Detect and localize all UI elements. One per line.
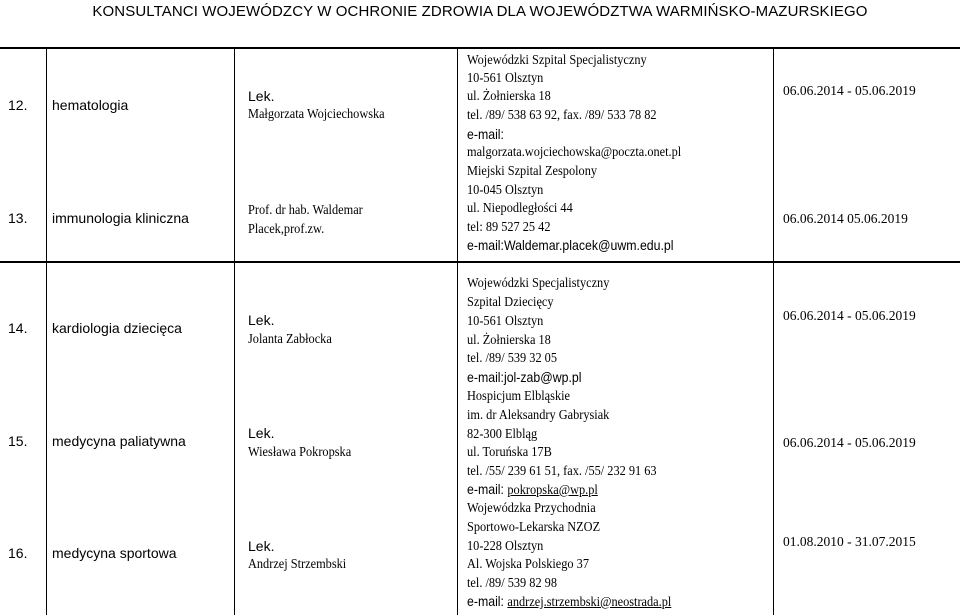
doctor-name: Andrzej Strzembski bbox=[248, 557, 347, 572]
term-dates: 06.06.2014 - 05.06.2019 bbox=[783, 83, 916, 98]
address-line: 10-561 Olsztyn bbox=[467, 314, 544, 329]
row-number: 13. bbox=[8, 210, 28, 226]
column-divider bbox=[457, 48, 458, 615]
address-line: ul. Żołnierska 18 bbox=[467, 89, 551, 104]
address-line: 10-228 Olsztyn bbox=[467, 539, 544, 554]
address-line: Hospicjum Elbląskie bbox=[467, 389, 571, 404]
email-link[interactable]: malgorzata.wojciechowska@poczta.onet.pl bbox=[467, 145, 682, 160]
address-line: e-mail:Waldemar.placek@uwm.edu.pl bbox=[467, 237, 674, 253]
specialty: medycyna sportowa bbox=[52, 545, 177, 561]
doctor-title: Lek. bbox=[248, 88, 275, 104]
row-divider bbox=[0, 261, 960, 263]
email-link[interactable]: andrzej.strzembski@neostrada.pl bbox=[507, 595, 672, 610]
address-line: Szpital Dziecięcy bbox=[467, 295, 554, 310]
doctor-name: Jolanta Zabłocka bbox=[248, 332, 332, 347]
address-line: Wojewódzki Szpital Specjalistyczny bbox=[467, 53, 647, 68]
doctor-title: Prof. dr hab. Waldemar bbox=[248, 203, 363, 218]
row-number: 14. bbox=[8, 320, 28, 336]
address-line: Miejski Szpital Zespolony bbox=[467, 164, 598, 179]
column-divider bbox=[773, 48, 774, 615]
term-dates: 06.06.2014 - 05.06.2019 bbox=[783, 308, 916, 323]
row-number: 12. bbox=[8, 97, 28, 113]
address-line: Wojewódzki Specjalistyczny bbox=[467, 276, 610, 291]
address-line: tel. /89/ 539 82 98 bbox=[467, 576, 558, 591]
doctor-title: Lek. bbox=[248, 538, 275, 554]
term-dates: 01.08.2010 - 31.07.2015 bbox=[783, 534, 916, 549]
term-dates: 06.06.2014 05.06.2019 bbox=[783, 211, 908, 226]
row-number: 16. bbox=[8, 545, 28, 561]
doctor-title: Lek. bbox=[248, 312, 275, 328]
email-link[interactable]: pokropska@wp.pl bbox=[507, 483, 598, 498]
address-line: tel. /89/ 538 63 92, fax. /89/ 533 78 82 bbox=[467, 108, 657, 123]
address-line: ul. Żołnierska 18 bbox=[467, 333, 551, 348]
address-line: ul. Niepodległości 44 bbox=[467, 201, 573, 216]
column-divider bbox=[234, 48, 235, 615]
address-line: e-mail: bbox=[467, 126, 504, 142]
doctor-name: Wiesława Pokropska bbox=[248, 445, 352, 460]
doctor-title: Lek. bbox=[248, 425, 275, 441]
specialty: immunologia kliniczna bbox=[52, 210, 189, 226]
address-line: Sportowo-Lekarska NZOZ bbox=[467, 520, 601, 535]
address-line: Wojewódzka Przychodnia bbox=[467, 501, 596, 516]
address-line: 10-561 Olsztyn bbox=[467, 71, 544, 86]
address-line: tel. /55/ 239 61 51, fax. /55/ 232 91 63 bbox=[467, 464, 657, 479]
address-line: e-mail: andrzej.strzembski@neostrada.pl bbox=[467, 593, 672, 610]
specialty: kardiologia dziecięca bbox=[52, 320, 182, 336]
doctor-name: Małgorzata Wojciechowska bbox=[248, 107, 385, 122]
column-divider bbox=[46, 48, 47, 615]
address-line: e-mail:jol-zab@wp.pl bbox=[467, 369, 582, 385]
address-line: 82-300 Elbląg bbox=[467, 427, 538, 442]
address-line: e-mail: pokropska@wp.pl bbox=[467, 481, 598, 498]
term-dates: 06.06.2014 - 05.06.2019 bbox=[783, 435, 916, 450]
row-number: 15. bbox=[8, 433, 28, 449]
table-top-border bbox=[0, 47, 960, 49]
doctor-name: Placek,prof.zw. bbox=[248, 222, 325, 237]
specialty: medycyna paliatywna bbox=[52, 433, 186, 449]
specialty: hematologia bbox=[52, 97, 129, 113]
address-line: tel. /89/ 539 32 05 bbox=[467, 351, 558, 366]
address-line: Al. Wojska Polskiego 37 bbox=[467, 557, 589, 572]
address-line: tel: 89 527 25 42 bbox=[467, 220, 551, 235]
page-title: KONSULTANCI WOJEWÓDZCY W OCHRONIE ZDROWIA DLA WOJEWÓDZTWA WARMIŃSKO-MAZURSKIEGO bbox=[92, 3, 868, 20]
address-line: ul. Toruńska 17B bbox=[467, 445, 552, 460]
address-line: 10-045 Olsztyn bbox=[467, 183, 544, 198]
address-line: im. dr Aleksandry Gabrysiak bbox=[467, 408, 610, 423]
